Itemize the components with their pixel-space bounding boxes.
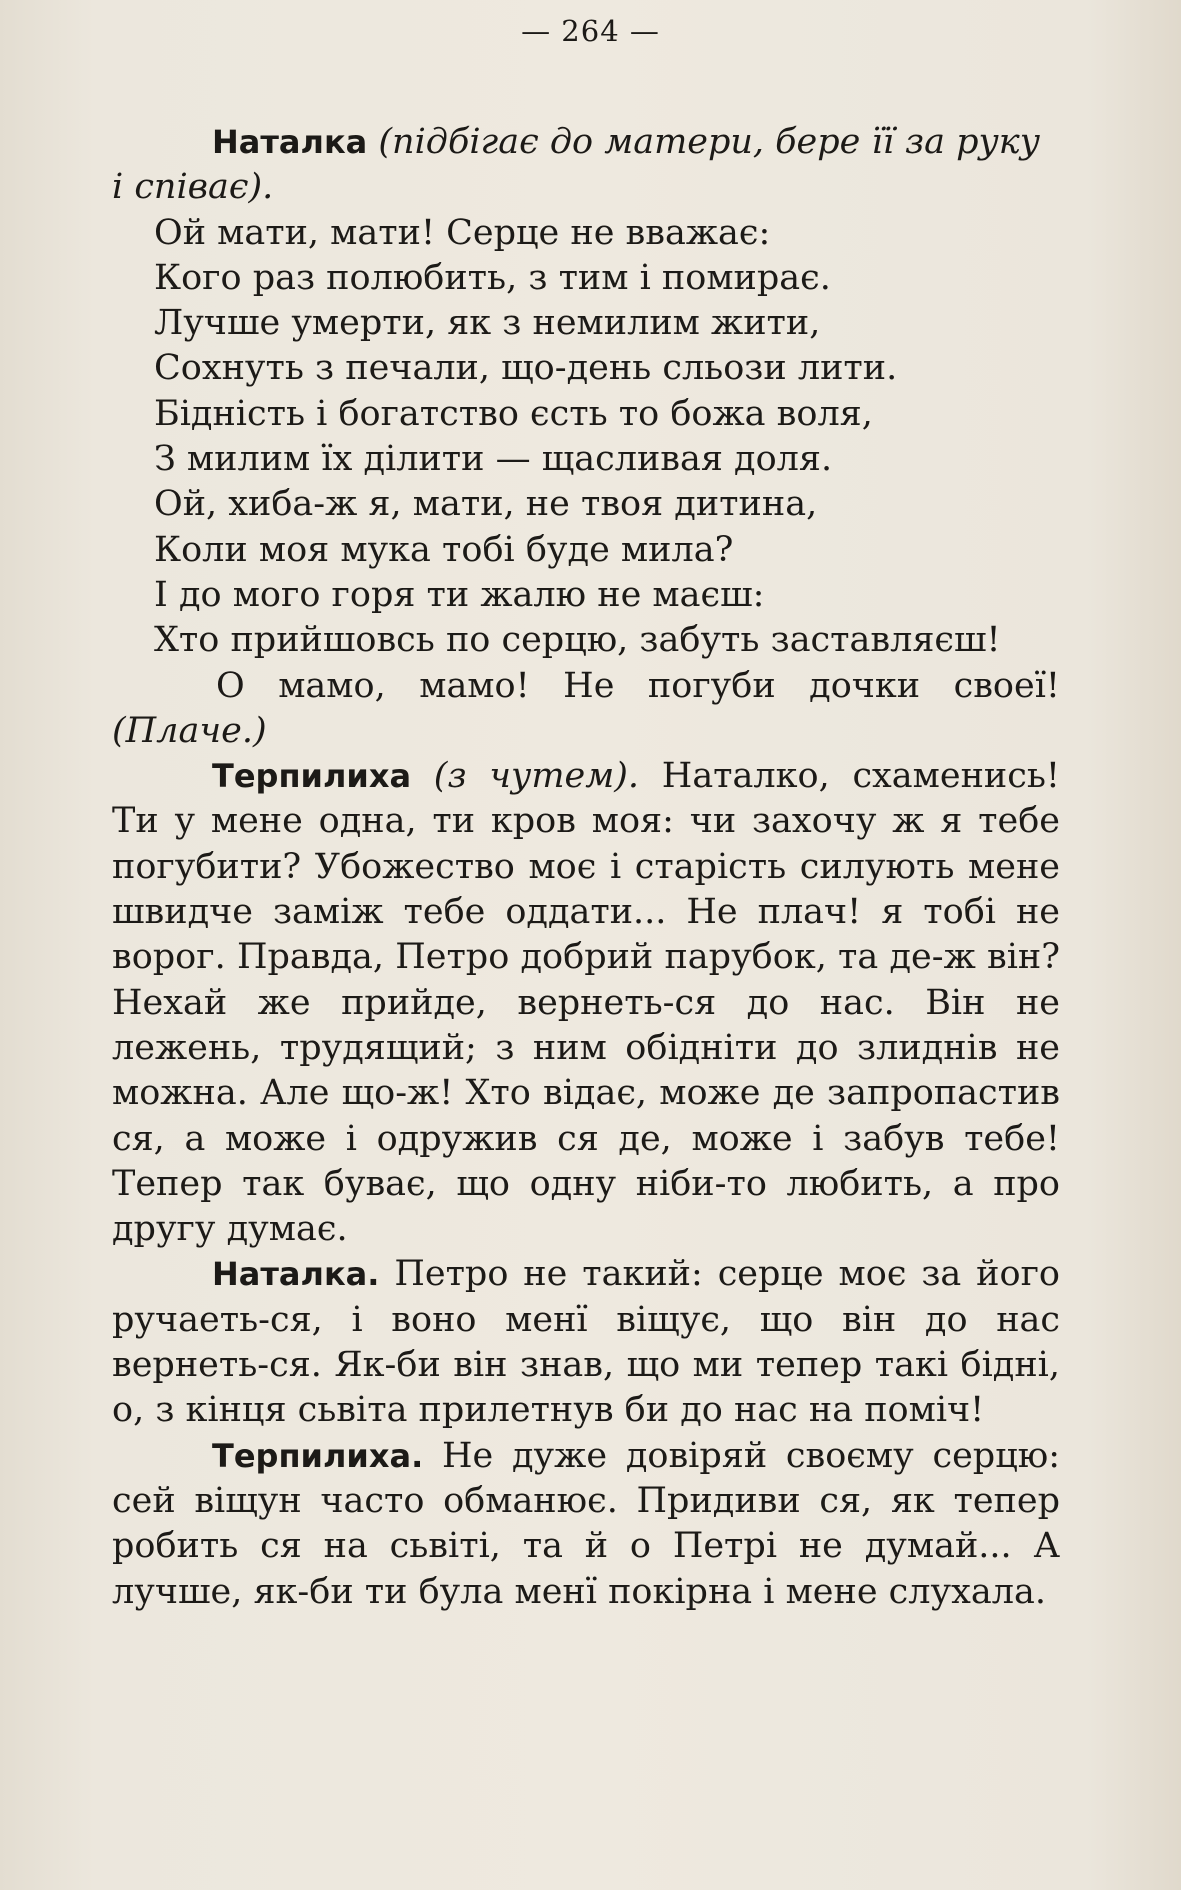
stage-direction-cry: (Плаче.) [112,710,267,751]
speaker-name: Наталка. [212,1255,380,1294]
verse-line: Лучше умерти, як з немилим жити, [154,303,821,344]
song-verse [112,211,1060,664]
verse-line: Хто прийшовсь по серцю, забуть заставляєш! [154,620,1001,661]
verse-line: Кого раз полюбить, з тим і помирає. [154,257,831,298]
speaker-block-terpylykha-2 [112,1434,1060,1615]
speaker-name: Наталка [212,123,368,161]
dialogue-text: Не дуже довіряй своєму серцю: сей віщун часто обманює. Придиви ся, як тепер робить ся на сьвіті, та й о Петрі не думай... А лучше, як-би ти була менї покірна і мене слухала. [112,1435,1060,1612]
page-number: — 264 — [521,14,660,48]
page-content [112,120,1060,1615]
verse-last-line [112,664,1060,709]
stage-direction: (з чутем). [433,756,640,797]
verse-word: своеї! [953,665,1060,706]
verse-word: дочки [809,665,921,706]
speaker-name: Терпилиха [212,757,412,796]
verse-line: Бідність і богатство єсть то божа воля, [154,393,873,434]
verse-word: О [216,665,245,706]
stage-direction: (підбігає до матери, бере її за руку [378,122,1041,162]
verse-line: Ой мати, мати! Серце не вважає: [154,212,771,253]
verse-line: Сохнуть з печали, що-день сльози лити. [154,348,898,389]
stage-direction-continued: і співає). [112,167,274,208]
verse-word: Не [563,665,615,706]
verse-line: Ой, хиба-ж я, мати, не твоя дитина, [154,484,818,525]
speaker-block-terpylykha-1 [112,754,1060,1252]
dialogue-text: Петро не такий: серце моє за його ручаеть-ся, і воно менї віщує, що він до нас вернеть-ся. Як-би він знав, що ми тепер такі бідні, о, з кінця сьвіта прилетнув би до нас на поміч! [112,1254,1060,1431]
speaker-block-natalka-2 [112,1252,1060,1433]
verse-line: І до мого горя ти жалю не маєш: [154,574,765,615]
verse-word: мамо, [278,665,386,706]
verse-line: Коли моя мука тобі буде мила? [154,529,734,570]
verse-word: погуби [647,665,776,706]
verse-word: мамо! [419,665,530,706]
speaker-name: Терпилиха. [212,1436,424,1475]
dialogue-text: Наталко, схаменись! Ти у мене одна, ти кров моя: чи захочу ж я тебе погубити? Убожество моє і старість силують мене швидче заміж тебе оддати... Не плач! я тобі не ворог. Правда, Петро добрий парубок, та де-ж він? Нехай же прийде, вернеть-ся до нас. Він не лежень, трудящий; з ним обідніти до злиднів не можна. Але що-ж! Хто відає, може де запропастив ся, а може і одружив ся де, може і забув тебе! Тепер так буває, що одну ніби-то любить, а про другу думає. [112,756,1060,1250]
verse-line: З милим їх ділити — щасливая доля. [154,439,833,480]
speaker-block-natalka-1 [112,120,1060,165]
